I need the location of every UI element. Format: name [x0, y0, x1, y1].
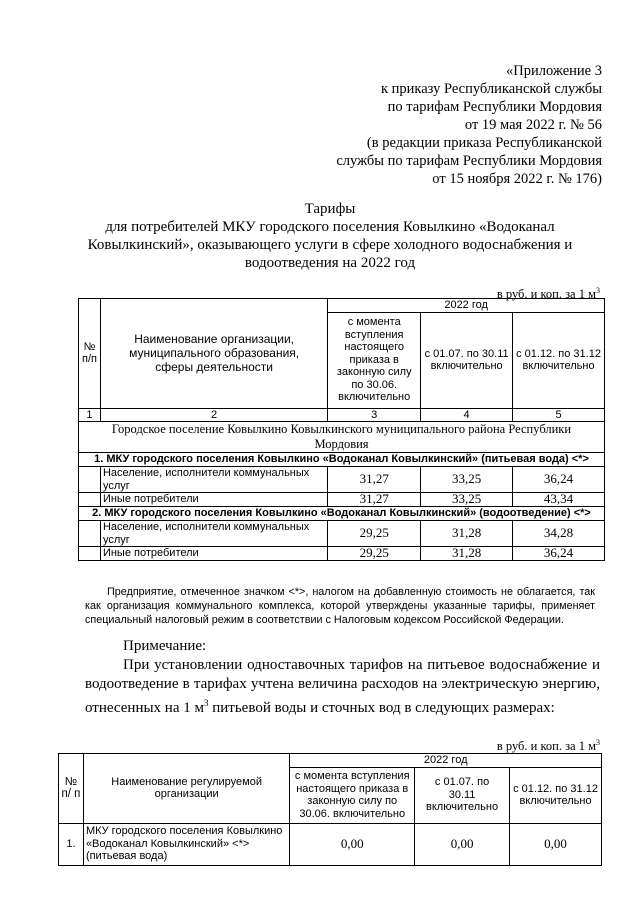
- table-row: [79, 467, 605, 493]
- header-line: по тарифам Республики Мордовия: [387, 99, 602, 115]
- value-cell: 36,24: [513, 547, 605, 561]
- value-cell: 43,34: [513, 493, 605, 507]
- index-cell: 2: [100, 408, 327, 422]
- value-cell: 0,00: [415, 823, 510, 865]
- header-line: «Приложение 3: [506, 63, 602, 79]
- approval-header: [336, 62, 602, 188]
- header-line: (в редакции приказа Республиканской: [366, 135, 602, 151]
- table1-units: в руб. и коп. за 1 $м^3$: [496, 286, 600, 302]
- col-name-header: Наименование организации, муниципального образования, сферы деятельности: [100, 299, 327, 409]
- row-label: Иные потребители: [100, 547, 327, 561]
- value-cell: 0,00: [510, 823, 602, 865]
- period2-header: с 01.07. по 30.11 включительно: [421, 312, 513, 408]
- value-cell: 34,28: [513, 521, 605, 547]
- value-cell: 31,27: [328, 467, 421, 493]
- table-row: [59, 823, 602, 865]
- section-row: 2. МКУ городского поселения Ковылкино «Водоканал Ковылкинский» (водоотведение) <*>: [79, 507, 605, 521]
- value-cell: 33,25: [421, 467, 513, 493]
- index-cell: 4: [421, 408, 513, 422]
- tariff-table: [78, 298, 605, 561]
- col-name-header: Наименование регулируемой организации: [83, 754, 289, 824]
- table2-units: в руб. и коп. за 1 $м^3$: [496, 738, 600, 754]
- value-cell: 31,28: [421, 547, 513, 561]
- value-cell: 29,25: [328, 547, 421, 561]
- value-cell: 0,00: [290, 823, 415, 865]
- value-cell: 36,24: [513, 467, 605, 493]
- section-row: 1. МКУ городского поселения Ковылкино «Водоканал Ковылкинский» (питьевая вода) <*>: [79, 453, 605, 467]
- value-cell: 33,25: [421, 493, 513, 507]
- title-subtitle: для потребителей МКУ городского поселения Ковылкино «Водоканал Ковылкинский», оказывающего услуги в сфере холодного водоснабжения и водоотведения на 2022 год: [87, 219, 573, 271]
- value-cell: 31,28: [421, 521, 513, 547]
- header-line: от 19 мая 2022 г. № 56: [464, 117, 602, 133]
- index-cell: 1: [79, 408, 101, 422]
- row-label: МКУ городского поселения Ковылкино «Водоканал Ковылкинский» <*> (питьевая вода): [83, 823, 289, 865]
- col-num-header: № п/п: [79, 299, 101, 409]
- year-header: 2022 год: [328, 299, 605, 313]
- document-title: [60, 200, 600, 272]
- period3-header: с 01.12. по 31.12 включительно: [513, 312, 605, 408]
- row-number: 1.: [59, 823, 84, 865]
- electricity-table: [58, 753, 602, 866]
- period1-header: с момента вступления настоящего приказа в законную силу по 30.06. включительно: [328, 312, 421, 408]
- row-label: Население, исполнители коммунальных услуг: [100, 521, 327, 547]
- header-line: от 15 ноября 2022 г. № 176): [432, 171, 602, 187]
- note-block: [85, 637, 600, 718]
- col-num-header: № п/ п: [59, 754, 84, 824]
- period3-header: с 01.12. по 31.12 включительно: [510, 767, 602, 823]
- footnote-text: Предприятие, отмеченное значком <*>, налогом на добавленную стоимость не облагается, так как организация коммунального комплекса, которой утверждены указанные тарифы, применяет специальный налоговый режим в соответствии с Налоговым кодексом Российской Федерации.: [85, 586, 595, 626]
- year-header: 2022 год: [290, 754, 602, 768]
- row-label: Население, исполнители коммунальных услуг: [100, 467, 327, 493]
- header-line: службы по тарифам Республики Мордовия: [336, 153, 602, 169]
- note-text: При установлении одноставочных тарифов на питьевое водоснабжение и водоотведение в тарифах учтена величина расходов на электрическую энергию, отнесенных на 1 $м^3$ питьевой воды и сточных вод в следующих размерах:: [85, 657, 600, 716]
- period1-header: с момента вступления настоящего приказа в законную силу по 30.06. включительно: [290, 767, 415, 823]
- index-cell: 5: [513, 408, 605, 422]
- region-row: Городское поселение Ковылкино Ковылкинского муниципального района Республики Мордовия: [79, 422, 605, 453]
- note-heading: Примечание:: [123, 638, 207, 654]
- value-cell: 31,27: [328, 493, 421, 507]
- header-line: к приказу Республиканской службы: [380, 81, 602, 97]
- table-row: [79, 547, 605, 561]
- table-row: [79, 493, 605, 507]
- period2-header: с 01.07. по 30.11 включительно: [415, 767, 510, 823]
- title-word: Тарифы: [304, 201, 356, 217]
- table-row: [79, 521, 605, 547]
- index-cell: 3: [328, 408, 421, 422]
- row-label: Иные потребители: [100, 493, 327, 507]
- value-cell: 29,25: [328, 521, 421, 547]
